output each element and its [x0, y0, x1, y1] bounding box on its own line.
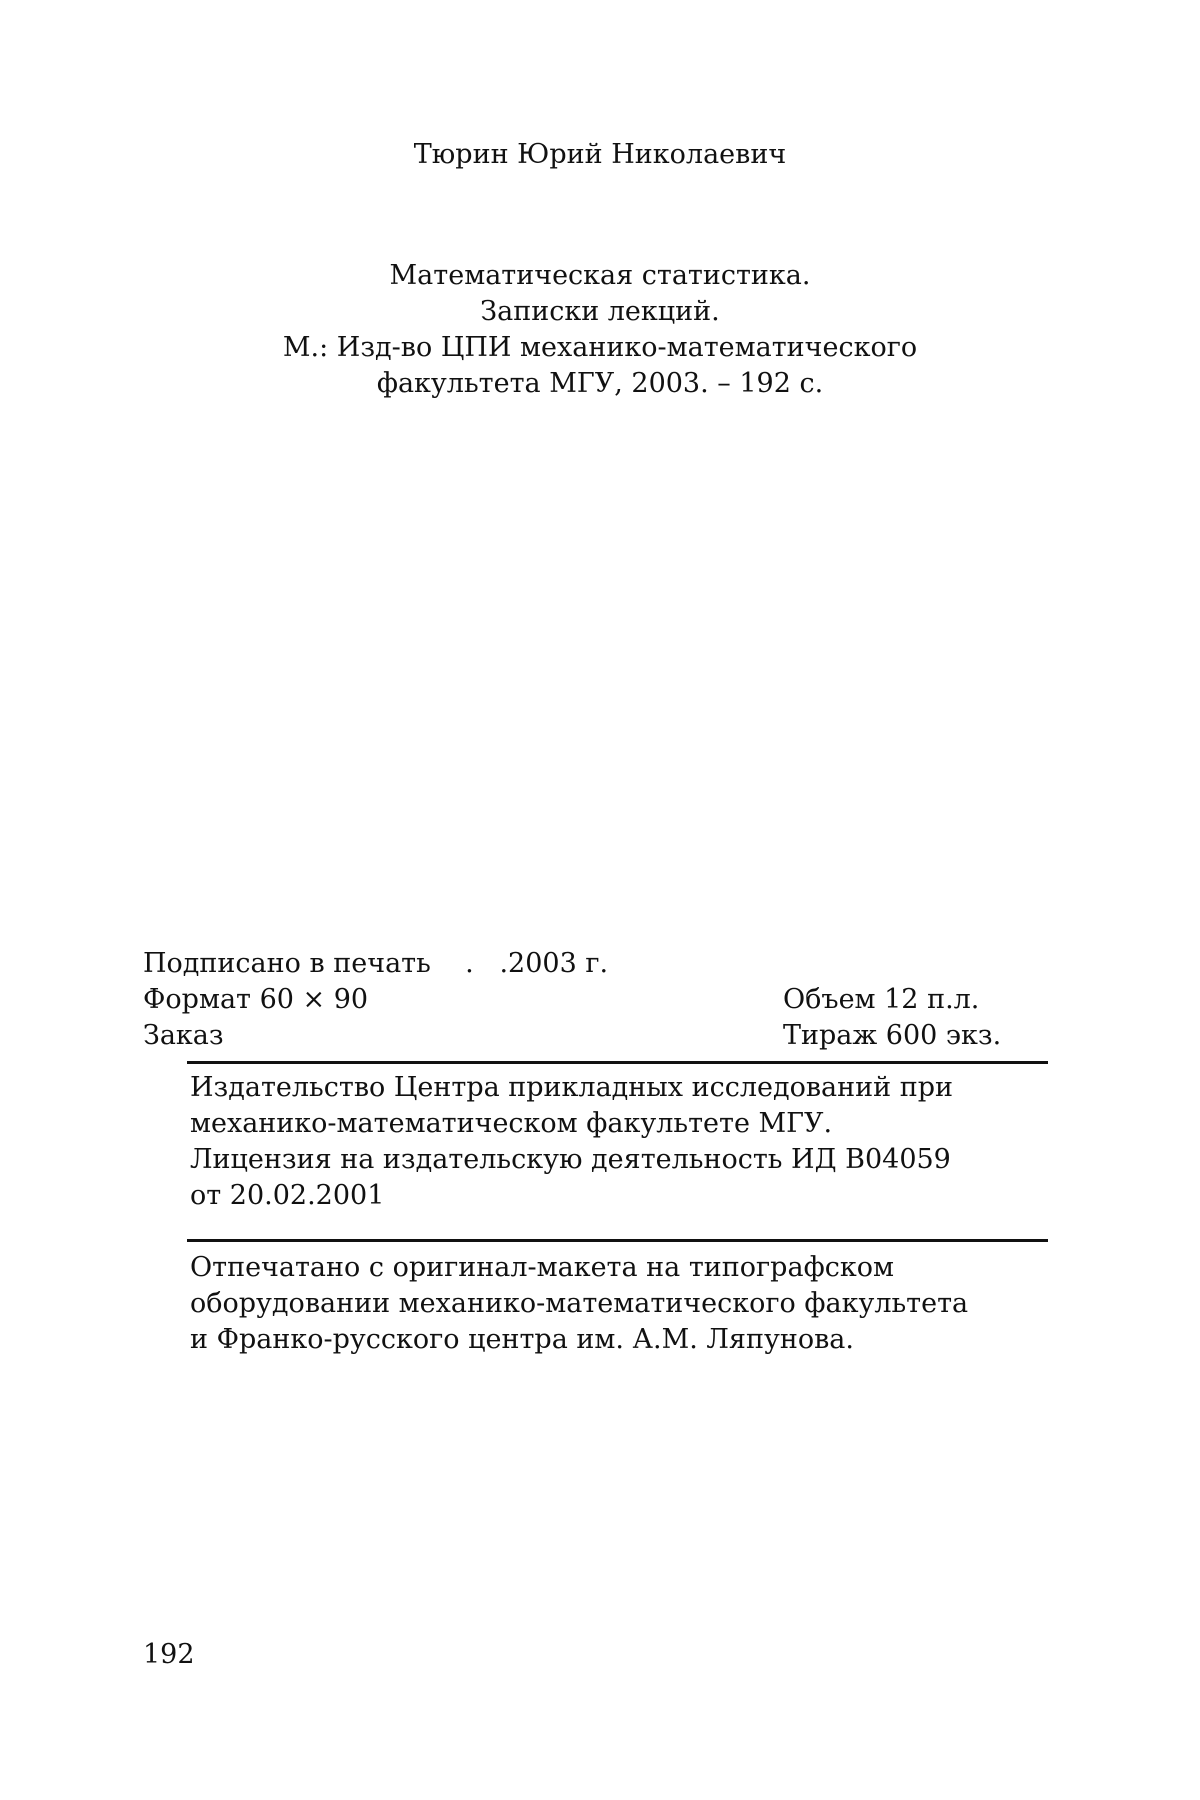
- publisher-info-block: [190, 1070, 953, 1214]
- license-line: Лицензия на издательскую деятельность ИД B04059: [190, 1144, 951, 1175]
- divider-rule: [187, 1061, 1048, 1064]
- printing-line: и Франко-русского центра им. А.М. Ляпунова.: [190, 1324, 854, 1355]
- print-volume: Объем 12 п.л.: [783, 984, 980, 1015]
- publisher-line: механико-математическом факультете МГУ.: [190, 1108, 833, 1139]
- order-label: Заказ: [143, 1020, 224, 1051]
- publisher-line: Издательство Центра прикладных исследований при: [190, 1072, 953, 1103]
- author-name: Тюрин Юрий Николаевич: [413, 139, 787, 170]
- printing-line: оборудовании механико-математического факультета: [190, 1288, 969, 1319]
- book-title-line: Математическая статистика.: [389, 260, 811, 291]
- book-publication-line: факультета МГУ, 2003. – 192 с.: [376, 368, 824, 399]
- imprint-row-order: [143, 1018, 1048, 1054]
- divider-rule: [187, 1239, 1048, 1242]
- paper-format: Формат 60 × 90: [143, 984, 369, 1015]
- signed-for-print: Подписано в печать . .2003 г.: [143, 948, 609, 979]
- license-date-line: от 20.02.2001: [190, 1180, 385, 1211]
- book-publisher-line: М.: Изд-во ЦПИ механико-математического: [282, 332, 918, 363]
- imprint-block: [143, 946, 1048, 1054]
- printing-line: Отпечатано с оригинал-макета на типографском: [190, 1252, 894, 1283]
- imprint-row-format: [143, 982, 1048, 1018]
- printing-info-block: [190, 1250, 968, 1358]
- book-subtitle-line: Записки лекций.: [480, 296, 720, 327]
- page-number: 192: [143, 1639, 195, 1670]
- circulation: Тираж 600 экз.: [783, 1020, 1002, 1051]
- imprint-row-signed: [143, 946, 1048, 982]
- book-bibliographic-block: [0, 258, 1200, 402]
